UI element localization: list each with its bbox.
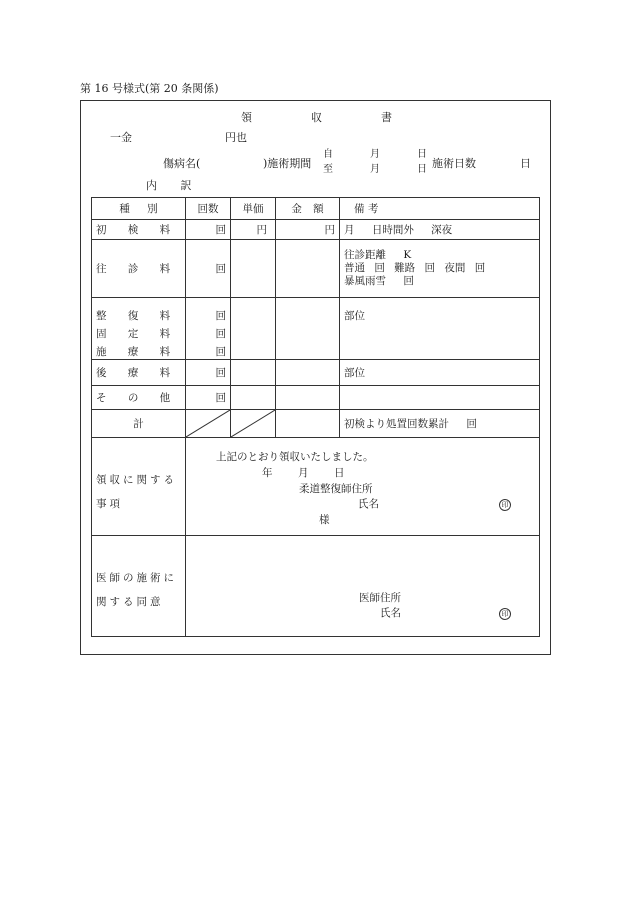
doctor-seal-icon: 印 <box>499 608 511 620</box>
to-month-unit: 月 <box>370 164 380 175</box>
from-month-unit: 月 <box>370 149 380 160</box>
receipt-matters-label: 領収に関する 事項 <box>92 438 186 536</box>
disease-name-label: 傷病名( <box>163 157 201 170</box>
table-row-other <box>92 386 540 410</box>
practitioner-address-label: 柔道整復師住所 <box>299 483 373 495</box>
header-notes: 備 考 <box>340 198 540 220</box>
seal-icon: 印 <box>499 499 511 511</box>
other-count-unit: 回 <box>186 386 231 410</box>
initial-amount-yen: 円 <box>276 220 340 240</box>
title-char-2: 収 <box>311 111 322 124</box>
receipt-year: 年 <box>262 467 273 479</box>
visit-storm: 暴風雨雪 回 <box>344 275 414 288</box>
other-amount <box>276 386 340 410</box>
doctor-consent-area <box>186 536 540 637</box>
treatment-amount <box>276 298 340 360</box>
period-to-label: 至 <box>323 164 333 175</box>
breakdown-table <box>91 197 540 637</box>
total-label: 計 <box>92 410 186 438</box>
table-row-aftercare <box>92 360 540 386</box>
table-row-total <box>92 410 540 438</box>
to-day-unit: 日 <box>417 164 427 175</box>
aftercare-count-unit: 回 <box>186 360 231 386</box>
table-row-visit <box>92 240 540 298</box>
table-row-treatment <box>92 298 540 360</box>
reduction-count-unit: 回 <box>215 310 226 322</box>
aftercare-fee-label: 後 療 料 <box>92 360 186 386</box>
recipient-honorific: 様 <box>319 514 330 526</box>
visit-count-unit: 回 <box>186 240 231 298</box>
treatment-days-unit: 日 <box>520 157 531 170</box>
treatment-period-label: )施術期間 <box>263 157 312 170</box>
header-count: 回数 <box>186 198 231 220</box>
doctor-name-label: 氏名 <box>380 607 401 619</box>
treatment-days-label: 施術日数 <box>432 157 476 170</box>
receipt-month: 月 <box>298 467 309 479</box>
other-unit-price <box>231 386 276 410</box>
total-amount <box>276 410 340 438</box>
therapy-fee-label: 施 療 料 <box>96 346 171 358</box>
header-unit-price: 単価 <box>231 198 276 220</box>
amount-suffix: 円也 <box>225 131 247 144</box>
total-unit-diagonal <box>231 410 276 438</box>
total-count-diagonal <box>186 410 231 438</box>
doctor-consent-label: 医師の施術に 関する同意 <box>92 536 186 637</box>
total-cumulative-label: 初検より処置回数累計 回 <box>340 410 540 438</box>
amount-prefix: 一金 <box>110 131 132 144</box>
table-row-initial <box>92 220 540 240</box>
table-row-consent <box>92 536 540 637</box>
receipt-day: 日 <box>334 467 345 479</box>
period-from-label: 自 <box>323 149 333 160</box>
visit-notes <box>340 240 540 298</box>
receipt-statement: 上記のとおり領収いたしました。 <box>216 451 374 463</box>
initial-count-unit: 回 <box>186 220 231 240</box>
aftercare-amount <box>276 360 340 386</box>
other-notes <box>340 386 540 410</box>
initial-unit-yen: 円 <box>231 220 276 240</box>
form-number-label: 第 16 号様式(第 20 条関係) <box>80 82 219 95</box>
treatment-counts <box>186 298 231 360</box>
initial-notes: 月 日時間外 深夜 <box>340 220 540 240</box>
table-row-receipt <box>92 438 540 536</box>
visit-unit-price <box>231 240 276 298</box>
title-char-3: 書 <box>381 111 392 124</box>
visit-distance: 往診距離 K <box>344 248 412 261</box>
table-header-row <box>92 198 540 220</box>
aftercare-unit-price <box>231 360 276 386</box>
reduction-fee-label: 整 復 料 <box>96 310 171 322</box>
visit-counts: 普通 回 難路 回 夜間 回 <box>344 261 486 274</box>
practitioner-name-label: 氏名 <box>358 498 379 510</box>
title-char-1: 領 <box>241 111 252 124</box>
treatment-labels <box>92 298 186 360</box>
fixation-count-unit: 回 <box>215 328 226 340</box>
aftercare-part-label: 部位 <box>340 360 540 386</box>
initial-fee-label: 初 検 料 <box>92 220 186 240</box>
other-fee-label: そ の 他 <box>92 386 186 410</box>
visit-fee-label: 往 診 料 <box>92 240 186 298</box>
header-amount: 金 額 <box>276 198 340 220</box>
visit-amount <box>276 240 340 298</box>
doctor-address-label: 医師住所 <box>359 592 401 604</box>
treatment-unit-price <box>231 298 276 360</box>
treatment-part-label: 部位 <box>340 298 540 360</box>
therapy-count-unit: 回 <box>215 346 226 358</box>
header-category: 種 別 <box>92 198 186 220</box>
from-day-unit: 日 <box>417 149 427 160</box>
fixation-fee-label: 固 定 料 <box>96 328 171 340</box>
receipt-matters-area <box>186 438 540 536</box>
breakdown-label: 内 訳 <box>146 179 202 192</box>
